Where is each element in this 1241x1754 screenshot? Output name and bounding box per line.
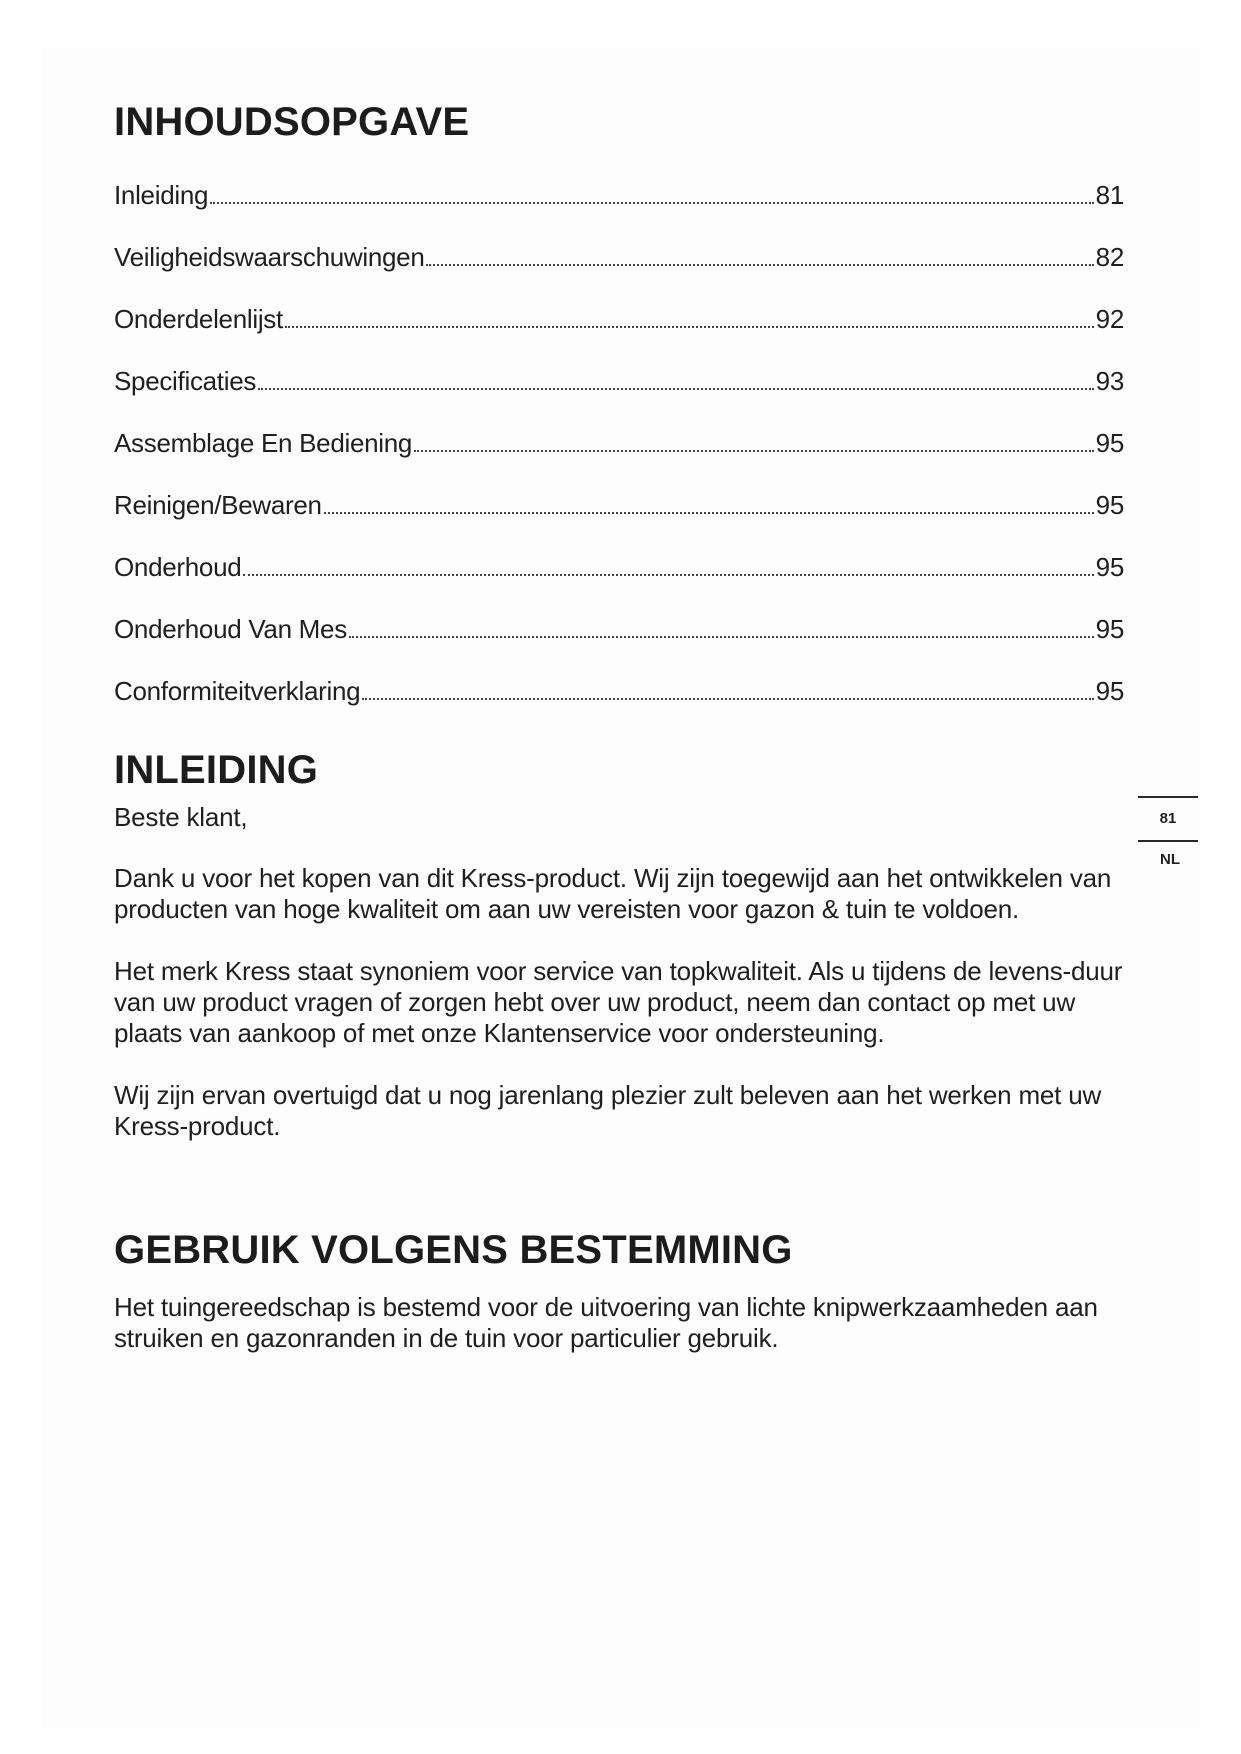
toc-entry-page: 82 [1095,242,1124,272]
toc-entry-conformiteitverklaring[interactable] [114,674,1124,736]
toc-leader-dots [210,202,1094,204]
side-page-tab [1138,796,1198,878]
toc-entry-label: Conformiteitverklaring [114,676,361,706]
toc-title: INHOUDSOPGAVE [114,100,470,144]
toc-entry-label: Assemblage En Bediening [114,428,413,458]
toc-leader-dots [258,388,1094,390]
toc-entry-page: 95 [1095,614,1124,644]
toc-entry-assemblage[interactable] [114,426,1124,488]
toc-entry-reinigen[interactable] [114,488,1124,550]
toc-entry-inleiding[interactable] [114,178,1124,240]
intro-title: INLEIDING [114,748,319,792]
intro-paragraph-2: Het merk Kress staat synoniem voor service van topkwaliteit. Als u tijdens de levens-duur van uw product vragen of zorgen hebt over uw product, neem dan contact op met uw plaats van aankoop of met onze Klantenservice voor ondersteuning. [114,956,1123,1048]
toc-entry-label: Inleiding [114,180,209,210]
toc-leader-dots [426,264,1093,266]
toc-entry-page: 81 [1095,180,1124,210]
toc-leader-dots [285,326,1094,328]
toc-entry-label: Specificaties [114,366,257,396]
toc-entry-page: 95 [1095,428,1124,458]
side-page-number: 81 [1159,810,1177,827]
toc-entry-label: Veiligheidswaarschuwingen [114,242,425,272]
usage-text: Het tuingereedschap is bestemd voor de uitvoering van lichte knipwerkzaamheden aan struiken en gazonranden in de tuin voor particulier gebruik. [114,1292,1098,1353]
toc-leader-dots [414,450,1094,452]
toc-entry-onderdelenlijst[interactable] [114,302,1124,364]
toc-entry-veiligheidswaarschuwingen[interactable] [114,240,1124,302]
usage-title: GEBRUIK VOLGENS BESTEMMING [114,1228,793,1272]
toc-entry-page: 95 [1095,552,1124,582]
toc-leader-dots [349,636,1094,638]
intro-paragraph-1: Dank u voor het kopen van dit Kress-product. Wij zijn toegewijd aan het ontwikkelen van producten van hoge kwaliteit om aan uw vereisten voor gazon & tuin te voldoen. [114,863,1112,924]
toc-leader-dots [362,698,1093,700]
toc-entry-page: 95 [1095,490,1124,520]
toc-leader-dots [324,512,1094,514]
toc-entry-label: Reinigen/Bewaren [114,490,322,520]
toc-entry-page: 93 [1095,366,1124,396]
toc-leader-dots [243,574,1093,576]
side-language-code: NL [1160,851,1180,868]
table-of-contents [114,178,1124,736]
intro-paragraph-3: Wij zijn ervan overtuigd dat u nog jarenlang plezier zult beleven aan het werken met uw Kress-product. [114,1080,1102,1141]
toc-entry-specificaties[interactable] [114,364,1124,426]
toc-entry-page: 95 [1095,676,1124,706]
toc-entry-onderhoud-van-mes[interactable] [114,612,1124,674]
toc-entry-page: 92 [1095,304,1124,334]
intro-greeting: Beste klant, [114,802,248,832]
toc-entry-onderhoud[interactable] [114,550,1124,612]
toc-entry-label: Onderdelenlijst [114,304,283,334]
toc-entry-label: Onderhoud [114,552,242,582]
toc-entry-label: Onderhoud Van Mes [114,614,347,644]
